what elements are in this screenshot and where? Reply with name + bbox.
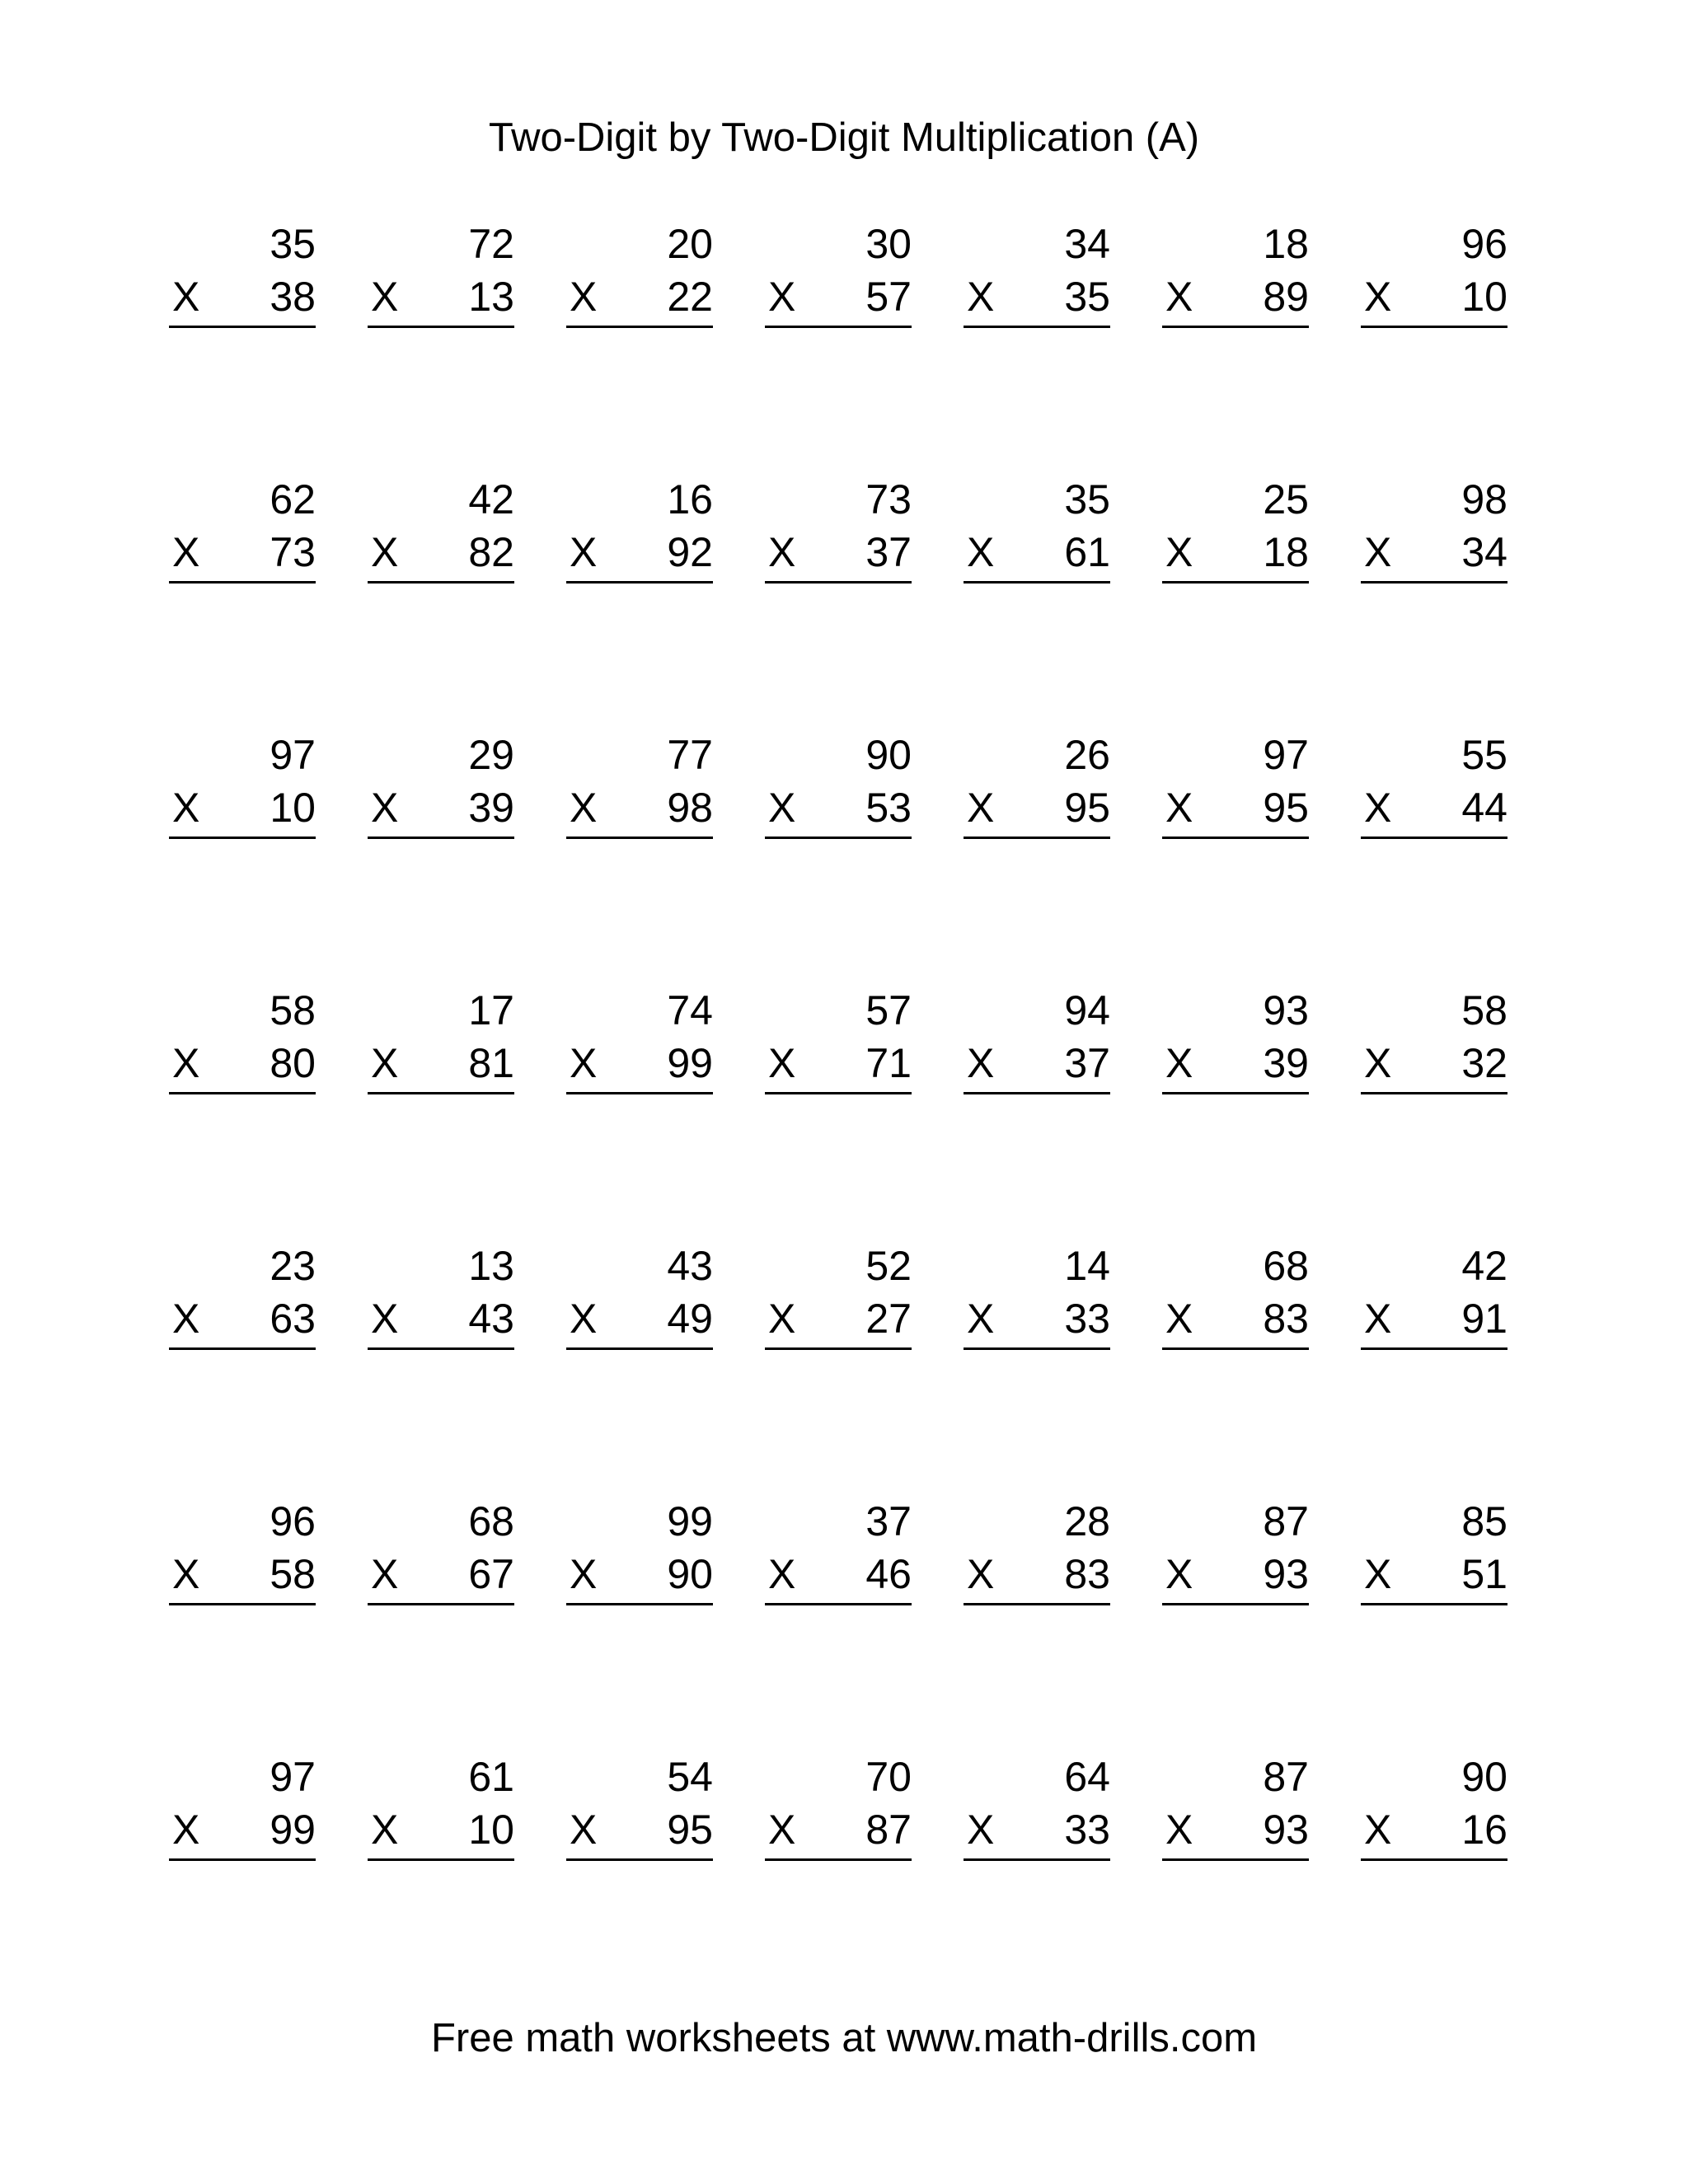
multiplicand: 25 [1263, 476, 1309, 523]
multiplier: 99 [667, 1040, 713, 1086]
answer-line [1361, 1603, 1507, 1605]
problem-r2-c3 [566, 475, 713, 574]
answer-line [765, 1347, 912, 1350]
answer-line [169, 581, 316, 583]
multiplier: 99 [270, 1807, 316, 1853]
answer-line [368, 1092, 514, 1094]
multiply-sign: X [967, 785, 995, 831]
multiplier: 27 [865, 1296, 912, 1342]
answer-line [169, 1858, 316, 1861]
problem-r5-c2 [368, 1241, 514, 1340]
multiply-sign: X [967, 1551, 995, 1597]
answer-line [1162, 1347, 1309, 1350]
multiplicand: 72 [468, 221, 514, 267]
multiplicand: 28 [1064, 1498, 1110, 1544]
answer-line [765, 1858, 912, 1861]
multiplicand: 68 [468, 1498, 514, 1544]
multiplier: 93 [1263, 1807, 1309, 1853]
answer-line [1162, 1603, 1309, 1605]
multiply-sign: X [768, 1296, 796, 1342]
multiplicand: 26 [1064, 732, 1110, 778]
multiplier: 95 [1064, 785, 1110, 831]
multiplier: 13 [468, 274, 514, 320]
multiplicand: 74 [667, 987, 713, 1033]
multiplier: 51 [1461, 1551, 1507, 1597]
problem-r2-c1 [169, 475, 316, 574]
problem-r4-c4 [765, 986, 912, 1085]
problem-r7-c7 [1361, 1752, 1507, 1851]
answer-line [964, 1092, 1110, 1094]
multiply-sign: X [172, 1296, 200, 1342]
multiplicand: 77 [667, 732, 713, 778]
answer-line [169, 1347, 316, 1350]
multiplier: 80 [270, 1040, 316, 1086]
multiplier: 10 [270, 785, 316, 831]
answer-line [765, 837, 912, 839]
multiply-sign: X [371, 529, 399, 575]
answer-line [1361, 581, 1507, 583]
answer-line [169, 837, 316, 839]
problem-r1-c4 [765, 219, 912, 318]
multiplier: 93 [1263, 1551, 1309, 1597]
problem-r4-c3 [566, 986, 713, 1085]
problem-r4-c2 [368, 986, 514, 1085]
multiplier: 39 [1263, 1040, 1309, 1086]
problem-r2-c6 [1162, 475, 1309, 574]
answer-line [964, 326, 1110, 328]
answer-line [765, 581, 912, 583]
multiplier: 95 [667, 1807, 713, 1853]
answer-line [964, 581, 1110, 583]
multiplier: 32 [1461, 1040, 1507, 1086]
multiply-sign: X [1364, 1551, 1392, 1597]
answer-line [566, 1603, 713, 1605]
multiplier: 82 [468, 529, 514, 575]
problem-r4-c1 [169, 986, 316, 1085]
multiplier: 43 [468, 1296, 514, 1342]
worksheet-footer: Free math worksheets at www.math-drills.com [430, 2016, 1258, 2060]
answer-line [1361, 1092, 1507, 1094]
multiply-sign: X [1165, 1551, 1193, 1597]
answer-line [566, 1347, 713, 1350]
multiply-sign: X [1165, 785, 1193, 831]
multiplicand: 23 [270, 1243, 316, 1289]
problem-r6-c5 [964, 1497, 1110, 1596]
problem-r2-c7 [1361, 475, 1507, 574]
multiplicand: 97 [270, 732, 316, 778]
multiplier: 92 [667, 529, 713, 575]
problem-r3-c1 [169, 730, 316, 829]
multiplicand: 29 [468, 732, 514, 778]
answer-line [566, 581, 713, 583]
answer-line [964, 1347, 1110, 1350]
multiplier: 10 [468, 1807, 514, 1853]
multiplier: 61 [1064, 529, 1110, 575]
multiplicand: 97 [270, 1754, 316, 1800]
problem-r4-c5 [964, 986, 1110, 1085]
multiplicand: 90 [1461, 1754, 1507, 1800]
multiplier: 91 [1461, 1296, 1507, 1342]
answer-line [1162, 326, 1309, 328]
answer-line [1361, 1347, 1507, 1350]
multiply-sign: X [768, 274, 796, 320]
multiplier: 10 [1461, 274, 1507, 320]
answer-line [566, 837, 713, 839]
multiplier: 46 [865, 1551, 912, 1597]
problem-r2-c2 [368, 475, 514, 574]
answer-line [1162, 1092, 1309, 1094]
multiplicand: 96 [270, 1498, 316, 1544]
multiplicand: 62 [270, 476, 316, 523]
multiply-sign: X [1364, 785, 1392, 831]
multiplier: 37 [1064, 1040, 1110, 1086]
answer-line [1162, 581, 1309, 583]
problem-r2-c4 [765, 475, 912, 574]
multiply-sign: X [172, 785, 200, 831]
answer-line [1361, 837, 1507, 839]
multiplier: 53 [865, 785, 912, 831]
multiplicand: 64 [1064, 1754, 1110, 1800]
problem-r6-c1 [169, 1497, 316, 1596]
multiply-sign: X [570, 785, 598, 831]
multiplier: 67 [468, 1551, 514, 1597]
problem-r6-c4 [765, 1497, 912, 1596]
answer-line [1162, 837, 1309, 839]
multiplicand: 37 [865, 1498, 912, 1544]
answer-line [1162, 1858, 1309, 1861]
problem-r5-c3 [566, 1241, 713, 1340]
problem-r1-c7 [1361, 219, 1507, 318]
problem-r1-c6 [1162, 219, 1309, 318]
problem-r3-c2 [368, 730, 514, 829]
multiply-sign: X [768, 785, 796, 831]
answer-line [169, 1603, 316, 1605]
multiply-sign: X [371, 1040, 399, 1086]
answer-line [368, 581, 514, 583]
multiplier: 57 [865, 274, 912, 320]
answer-line [964, 1858, 1110, 1861]
multiply-sign: X [967, 529, 995, 575]
answer-line [169, 1092, 316, 1094]
multiplier: 49 [667, 1296, 713, 1342]
multiply-sign: X [1165, 1040, 1193, 1086]
problem-r5-c7 [1361, 1241, 1507, 1340]
problem-r6-c2 [368, 1497, 514, 1596]
multiplier: 83 [1263, 1296, 1309, 1342]
problem-r7-c2 [368, 1752, 514, 1851]
problem-r3-c6 [1162, 730, 1309, 829]
multiplier: 38 [270, 274, 316, 320]
multiplier: 16 [1461, 1807, 1507, 1853]
multiplicand: 98 [1461, 476, 1507, 523]
multiplicand: 68 [1263, 1243, 1309, 1289]
multiplicand: 35 [1064, 476, 1110, 523]
multiply-sign: X [768, 1807, 796, 1853]
problem-r5-c1 [169, 1241, 316, 1340]
problem-r6-c3 [566, 1497, 713, 1596]
multiplicand: 52 [865, 1243, 912, 1289]
multiply-sign: X [172, 274, 200, 320]
multiplier: 33 [1064, 1296, 1110, 1342]
answer-line [566, 326, 713, 328]
multiply-sign: X [967, 1296, 995, 1342]
answer-line [566, 1092, 713, 1094]
problem-r7-c5 [964, 1752, 1110, 1851]
multiplier: 83 [1064, 1551, 1110, 1597]
answer-line [765, 1092, 912, 1094]
answer-line [368, 326, 514, 328]
multiplicand: 17 [468, 987, 514, 1033]
problem-r7-c6 [1162, 1752, 1309, 1851]
multiplicand: 43 [667, 1243, 713, 1289]
multiply-sign: X [172, 1551, 200, 1597]
problem-r5-c6 [1162, 1241, 1309, 1340]
problem-r1-c5 [964, 219, 1110, 318]
multiplier: 58 [270, 1551, 316, 1597]
multiplicand: 57 [865, 987, 912, 1033]
multiply-sign: X [371, 785, 399, 831]
answer-line [1361, 326, 1507, 328]
multiplier: 81 [468, 1040, 514, 1086]
multiplicand: 97 [1263, 732, 1309, 778]
multiply-sign: X [1364, 1807, 1392, 1853]
multiplier: 63 [270, 1296, 316, 1342]
multiply-sign: X [172, 529, 200, 575]
answer-line [964, 1603, 1110, 1605]
multiplicand: 73 [865, 476, 912, 523]
multiplicand: 93 [1263, 987, 1309, 1033]
multiplier: 33 [1064, 1807, 1110, 1853]
multiplier: 35 [1064, 274, 1110, 320]
answer-line [765, 1603, 912, 1605]
answer-line [368, 1858, 514, 1861]
multiplier: 22 [667, 274, 713, 320]
multiplicand: 42 [468, 476, 514, 523]
multiply-sign: X [1165, 1807, 1193, 1853]
problem-r4-c6 [1162, 986, 1309, 1085]
multiplicand: 96 [1461, 221, 1507, 267]
multiplicand: 54 [667, 1754, 713, 1800]
multiply-sign: X [371, 1551, 399, 1597]
multiplicand: 18 [1263, 221, 1309, 267]
multiply-sign: X [570, 1040, 598, 1086]
problem-r1-c2 [368, 219, 514, 318]
multiplicand: 87 [1263, 1754, 1309, 1800]
multiply-sign: X [172, 1807, 200, 1853]
multiplier: 44 [1461, 785, 1507, 831]
problem-r6-c6 [1162, 1497, 1309, 1596]
multiplicand: 87 [1263, 1498, 1309, 1544]
problem-r5-c4 [765, 1241, 912, 1340]
multiply-sign: X [570, 529, 598, 575]
problem-r7-c3 [566, 1752, 713, 1851]
multiply-sign: X [768, 1551, 796, 1597]
problem-r3-c4 [765, 730, 912, 829]
multiplier: 87 [865, 1807, 912, 1853]
multiply-sign: X [1364, 274, 1392, 320]
worksheet-title: Two-Digit by Two-Digit Multiplication (A) [488, 115, 1200, 160]
multiplicand: 55 [1461, 732, 1507, 778]
multiply-sign: X [570, 274, 598, 320]
multiplicand: 13 [468, 1243, 514, 1289]
multiplicand: 58 [270, 987, 316, 1033]
answer-line [964, 837, 1110, 839]
multiply-sign: X [967, 1040, 995, 1086]
multiply-sign: X [1364, 1296, 1392, 1342]
answer-line [566, 1858, 713, 1861]
multiplicand: 99 [667, 1498, 713, 1544]
multiplier: 39 [468, 785, 514, 831]
multiply-sign: X [1165, 274, 1193, 320]
answer-line [765, 326, 912, 328]
problem-r3-c3 [566, 730, 713, 829]
multiplier: 71 [865, 1040, 912, 1086]
problem-r1-c1 [169, 219, 316, 318]
answer-line [368, 1347, 514, 1350]
multiplier: 37 [865, 529, 912, 575]
multiplicand: 16 [667, 476, 713, 523]
multiply-sign: X [371, 1807, 399, 1853]
answer-line [169, 326, 316, 328]
multiplicand: 58 [1461, 987, 1507, 1033]
problem-r2-c5 [964, 475, 1110, 574]
multiplicand: 20 [667, 221, 713, 267]
multiplier: 95 [1263, 785, 1309, 831]
multiplicand: 90 [865, 732, 912, 778]
answer-line [368, 837, 514, 839]
problem-r7-c1 [169, 1752, 316, 1851]
multiplicand: 35 [270, 221, 316, 267]
multiply-sign: X [371, 274, 399, 320]
problem-r3-c7 [1361, 730, 1507, 829]
multiply-sign: X [371, 1296, 399, 1342]
problem-r4-c7 [1361, 986, 1507, 1085]
multiply-sign: X [570, 1551, 598, 1597]
multiply-sign: X [768, 1040, 796, 1086]
multiplicand: 94 [1064, 987, 1110, 1033]
multiplier: 89 [1263, 274, 1309, 320]
multiply-sign: X [172, 1040, 200, 1086]
multiplier: 98 [667, 785, 713, 831]
multiply-sign: X [1165, 529, 1193, 575]
problem-r6-c7 [1361, 1497, 1507, 1596]
multiply-sign: X [1364, 1040, 1392, 1086]
multiply-sign: X [768, 529, 796, 575]
problem-r1-c3 [566, 219, 713, 318]
multiplicand: 30 [865, 221, 912, 267]
multiply-sign: X [1364, 529, 1392, 575]
multiplicand: 61 [468, 1754, 514, 1800]
multiplier: 34 [1461, 529, 1507, 575]
multiply-sign: X [1165, 1296, 1193, 1342]
multiply-sign: X [967, 274, 995, 320]
multiplicand: 70 [865, 1754, 912, 1800]
multiply-sign: X [967, 1807, 995, 1853]
multiplier: 90 [667, 1551, 713, 1597]
problem-r5-c5 [964, 1241, 1110, 1340]
answer-line [368, 1603, 514, 1605]
problem-r3-c5 [964, 730, 1110, 829]
multiply-sign: X [570, 1807, 598, 1853]
multiplicand: 34 [1064, 221, 1110, 267]
answer-line [1361, 1858, 1507, 1861]
problem-r7-c4 [765, 1752, 912, 1851]
multiplicand: 42 [1461, 1243, 1507, 1289]
multiply-sign: X [570, 1296, 598, 1342]
multiplicand: 14 [1064, 1243, 1110, 1289]
multiplier: 18 [1263, 529, 1309, 575]
multiplicand: 85 [1461, 1498, 1507, 1544]
multiplier: 73 [270, 529, 316, 575]
